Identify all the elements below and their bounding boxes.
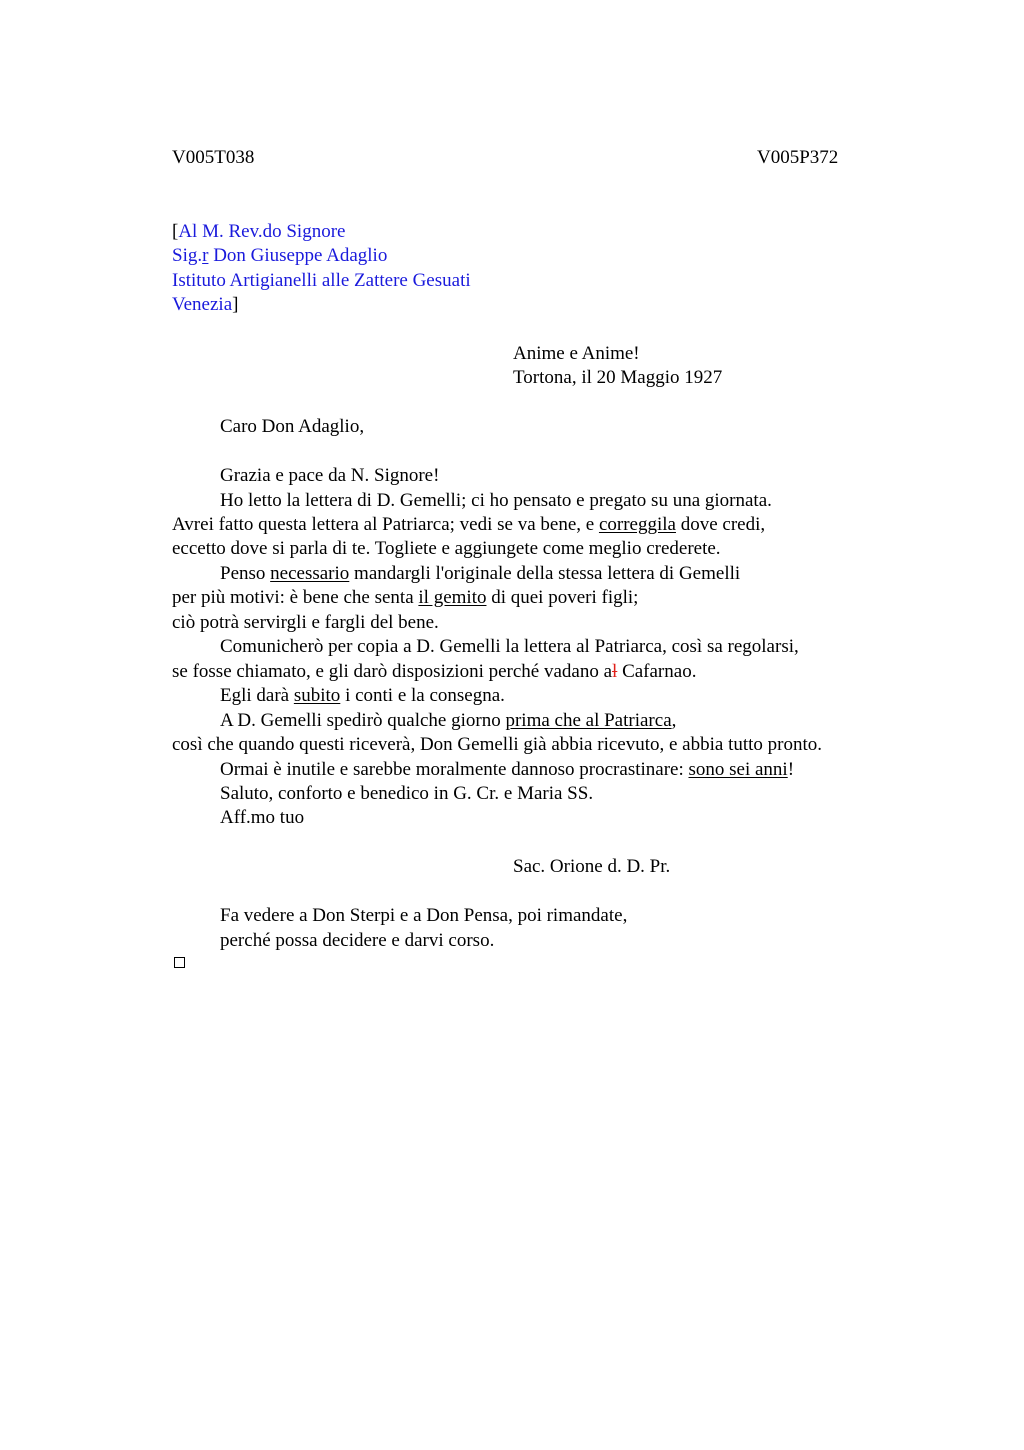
greeting: Grazia e pace da N. Signore!	[220, 465, 440, 486]
underlined-text: correggila	[598, 514, 676, 535]
body-line	[220, 709, 676, 733]
postscript-line-1: Fa vedere a Don Sterpi e a Don Pensa, poi rimandate,	[220, 905, 628, 926]
underlined-text: il gemito	[418, 587, 487, 608]
body-line: Comunicherò per copia a D. Gemelli la lettera al Patriarca, così sa regolarsi,	[220, 636, 799, 657]
struck-through-text: l	[612, 661, 618, 682]
document-code-left: V005T038	[172, 147, 255, 168]
text-run: per più motivi: è bene che senta	[172, 587, 419, 608]
body-line: Ho letto la lettera di D. Gemelli; ci ho pensato e pregato su una giornata.	[220, 490, 772, 511]
text-run: Egli darà	[220, 685, 294, 706]
motto: Anime e Anime!	[513, 343, 640, 364]
text-run: ,	[671, 710, 677, 731]
body-line	[172, 513, 765, 537]
address-recipient-name: Don Giuseppe Adaglio	[208, 245, 388, 266]
text-run: Ormai è inutile e sarebbe moralmente dannoso procrastinare:	[220, 759, 689, 780]
text-run: A D. Gemelli spedirò qualche giorno	[220, 710, 506, 731]
text-run: !	[787, 759, 795, 780]
address-line-1	[172, 220, 345, 244]
body-line	[220, 562, 740, 586]
body-line: ciò potrà servirgli e fargli del bene.	[172, 612, 439, 633]
body-line: così che quando questi riceverà, Don Gemelli già abbia ricevuto, e abbia tutto pronto.	[172, 734, 823, 755]
underlined-text: subito	[293, 685, 341, 706]
text-run: Penso	[220, 563, 271, 584]
closing-blessing: Saluto, conforto e benedico in G. Cr. e Maria SS.	[220, 783, 594, 804]
underlined-text: sono sei anni	[688, 759, 788, 780]
text-run: se fosse chiamato, e gli darò disposizioni perché vadano a	[172, 661, 613, 682]
address-line-4	[172, 293, 238, 317]
body-line: eccetto dove si parla di te. Togliete e aggiungete come meglio crederete.	[172, 538, 721, 559]
document-code-right: V005P372	[757, 147, 839, 168]
address-abbr-superscript: r	[202, 245, 209, 266]
text-run: dove credi,	[675, 514, 766, 535]
body-line	[172, 586, 638, 610]
end-of-document-square-icon	[174, 957, 185, 968]
text-run: di quei poveri figli;	[486, 587, 639, 608]
text-run: Avrei fatto questa lettera al Patriarca; vedi se va bene, e	[172, 514, 599, 535]
close-bracket: ]	[232, 294, 239, 315]
salutation: Caro Don Adaglio,	[220, 416, 365, 437]
address-line-2	[172, 244, 387, 268]
address-abbr: Sig.	[172, 245, 203, 266]
body-line	[220, 684, 505, 708]
underlined-text: necessario	[270, 563, 350, 584]
signature: Sac. Orione d. D. Pr.	[513, 856, 671, 877]
underlined-text: prima che al Patriarca	[505, 710, 672, 731]
address-city: Venezia	[172, 294, 233, 315]
postscript-line-2: perché possa decidere e darvi corso.	[220, 930, 495, 951]
body-line	[172, 660, 696, 684]
body-line	[220, 758, 794, 782]
address-line-3: Istituto Artigianelli alle Zattere Gesuati	[172, 270, 471, 291]
closing-valediction: Aff.mo tuo	[220, 807, 305, 828]
text-run: mandargli l'originale della stessa lettera di Gemelli	[349, 563, 741, 584]
address-recipient-title: Al M. Rev.do Signore	[178, 221, 346, 242]
text-run: Cafarnao.	[617, 661, 697, 682]
text-run: i conti e la consegna.	[340, 685, 505, 706]
place-date: Tortona, il 20 Maggio 1927	[513, 367, 723, 388]
open-bracket: [	[172, 221, 179, 242]
